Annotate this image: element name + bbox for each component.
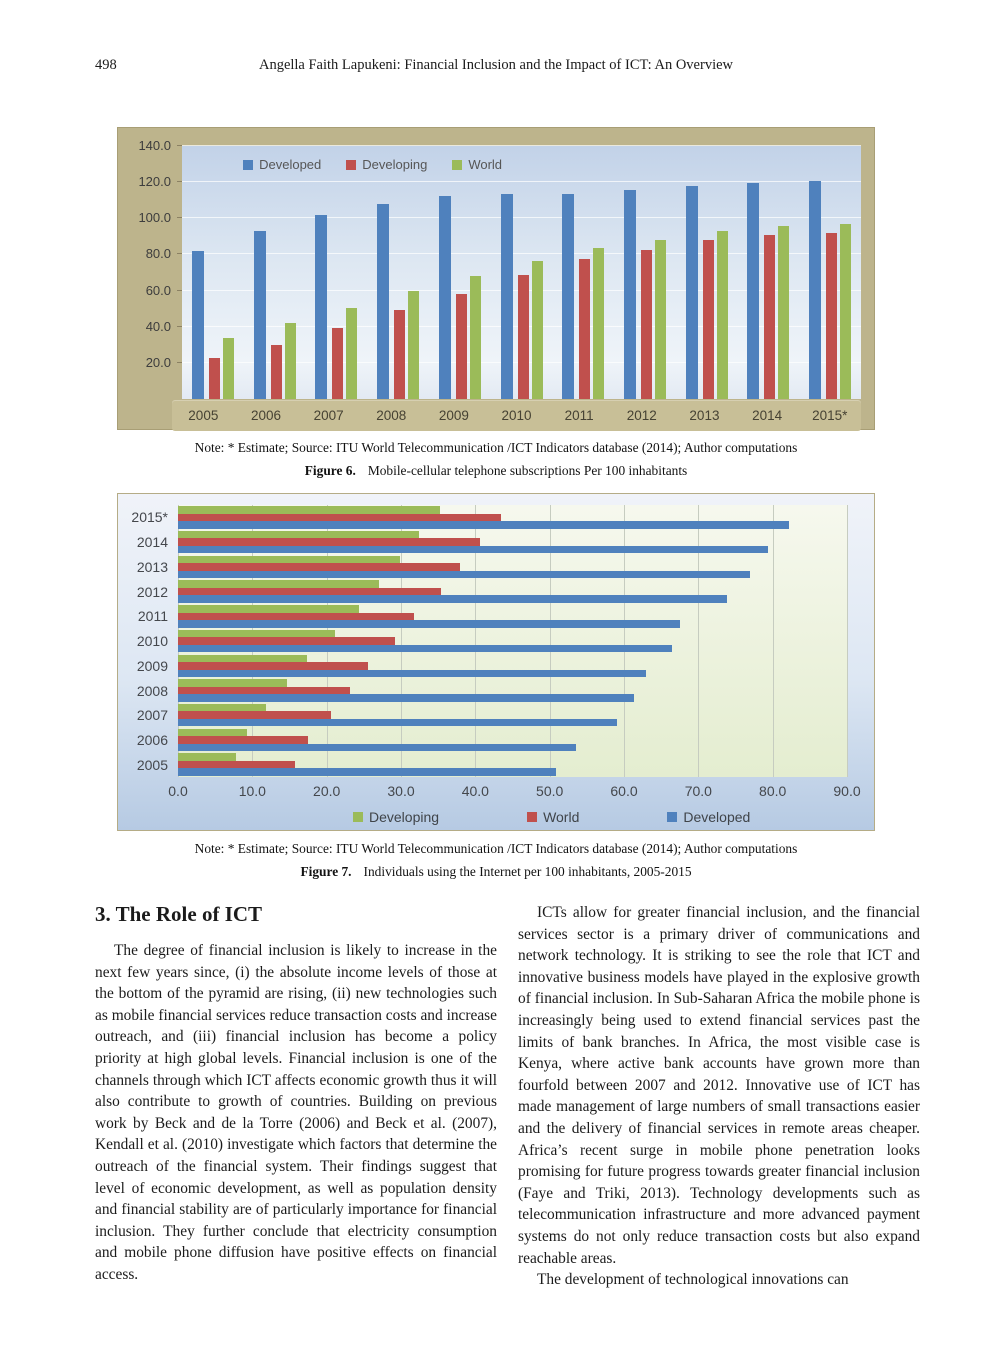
right-column [518,902,920,1291]
bar-developing [271,345,282,399]
x-tick-label: 2005 [188,408,219,423]
x-tick-label: 20.0 [313,783,341,799]
bar-developing [641,250,652,399]
bar-developed [178,645,672,653]
figure7-chart-body [118,505,861,804]
bar-developed [178,694,634,702]
x-tick-label: 80.0 [759,783,787,799]
figure6-caption [0,463,992,479]
bar-developing [178,580,379,588]
page-header [0,0,992,79]
bar-group [799,146,861,399]
bar-developed [178,670,646,678]
figure6-caption-label: Figure 6. [304,463,356,478]
legend-label: Developing [362,157,428,172]
bar-developing [178,753,236,761]
figure7-y-axis [118,505,178,777]
bar-developing [209,358,220,399]
x-tick-label: 30.0 [387,783,415,799]
y-tick-label: 80.0 [145,246,171,262]
bar-developed [809,181,821,399]
bar-developing [178,531,419,539]
bar-developed [178,719,617,727]
bar-world [178,736,308,744]
legend-item [527,809,579,825]
bar-groups [182,146,861,399]
bar-group [178,604,847,629]
bar-developing [178,679,287,687]
bar-world [223,338,234,399]
bar-group [178,554,847,579]
y-tick-label: 20.0 [145,354,171,370]
bar-world [408,291,419,399]
legend-label: World [543,809,580,825]
y-tick-label: 2006 [136,731,168,748]
bar-developed [178,744,576,752]
bar-group [178,678,847,703]
legend-item [243,157,321,172]
y-tick-label: 2011 [137,608,168,625]
bar-group [178,703,847,728]
bar-group [429,146,491,399]
x-tick-label: 2013 [689,408,720,423]
bar-developing [518,275,529,399]
legend-label: Developed [683,809,751,825]
section-heading: 3. The Role of ICT [95,902,263,926]
y-tick-label: 100.0 [138,210,171,226]
bar-world [717,231,728,399]
bar-world [178,761,295,769]
bar-group [305,146,367,399]
legend-label: World [468,157,503,172]
y-tick-label: 2008 [136,682,168,699]
legend-swatch [243,160,253,170]
y-tick-label: 120.0 [138,174,171,190]
x-tick-label: 70.0 [684,783,712,799]
figure7-chart [117,493,875,831]
figure6-main [182,146,861,431]
bar-developing [764,235,775,399]
y-tick-label: 2015* [131,509,168,526]
bar-group [676,146,738,399]
bar-world [470,276,481,399]
figure7-x-axis [168,777,861,804]
legend-label: Developed [259,157,322,172]
bar-group [491,146,553,399]
x-tick-label: 0.0 [168,783,188,799]
bar-world [178,538,480,546]
bar-developed [192,251,204,399]
bar-developed [501,194,513,399]
figure7-legend [118,804,847,830]
figure6-caption-text: Mobile-cellular telephone subscriptions Per 100 inhabitants [367,463,688,478]
bar-world [178,514,501,522]
bar-developed [315,215,327,399]
bar-group [552,146,614,399]
bar-world [778,226,789,399]
bar-developed [178,620,680,628]
left-column [95,902,497,1291]
bar-group [178,653,847,678]
figure6-y-axis [118,138,182,399]
bar-group [178,629,847,654]
y-tick-label: 2014 [136,534,168,551]
bar-developed [377,204,389,399]
y-tick-label: 2012 [136,583,168,600]
figure6-note: Note: * Estimate; Source: ITU World Telecommunication /ICT Indicators database (2014); Author computations [194,440,798,455]
x-tick-label: 40.0 [461,783,489,799]
body-paragraph: ICTs allow for greater financial inclusion, and the financial services sector is a primary driver of communications and network technology. It is striking to see the role that ICT and innovative business models have played in the explosive growth of financial inclusion. In Sub-Saharan Africa the mobile phone is increasingly being used to extend financial services past the limits of bank branches. In Africa, the most visible case is Kenya, where active bank accounts have grown more than fourfold between 2007 and 2012. Innovative use of ICT has made management of large numbers of small transactions easier and the delivery of financial services in remote areas cheaper. Africa’s recent surge in mobile phone penetration looks promising for future progress towards greater financial inclusion (Faye and Triki, 2013). Technology developments such as telecommunication infrastructure and more advanced payment systems do not only reduce transaction costs but also expand reachable areas. [518,904,920,1267]
bar-developing [178,655,307,663]
gridline [847,505,848,777]
bar-developed [178,595,727,603]
bar-world [178,711,331,719]
x-tick-label: 60.0 [610,783,638,799]
page-number: 498 [95,57,117,73]
bar-developing [332,328,343,399]
bar-world [655,240,666,399]
bar-world [178,637,395,645]
bar-developed [562,194,574,399]
figure6-plot [182,146,861,399]
bar-developed [178,571,750,579]
figure6-chart [117,127,875,430]
bar-developed [254,231,266,399]
bar-developed [624,190,636,399]
x-tick-label: 2014 [752,408,783,423]
legend-item [353,809,439,825]
bar-world [840,224,851,399]
legend-item [452,157,502,172]
figure7-plot [178,505,847,777]
legend-swatch [346,160,356,170]
bar-group [178,530,847,555]
body-paragraph: The degree of financial inclusion is likely to increase in the next few years since, (i) the absolute income levels of those at the bottom of the pyramid are rising, (ii) new technologies such as mobile financial services reduce transaction costs and increase outreach, and (iii) financial inclusion has become a policy priority at high global levels. Financial inclusion is one of the channels through which ICT affects economic growth thus it will also contribute to growth of countries. Building on previous work by Beck and de la Torre (2006) and Beck et al. (2007), Kendall et al. (2010) investigate which factors that determine the outreach of the financial system. Their findings suggest that level of economic development, as well as population density and financial stability are of particularly importance for financial inclusion. They further conclude that electricity consumption and mobile phone diffusion have positive effects on financial access. [95,942,497,1283]
legend-swatch [667,812,677,822]
bar-group [367,146,429,399]
bar-developing [178,605,359,613]
x-tick-label: 2012 [626,408,657,423]
bar-world [178,613,414,621]
figure6-x-axis [172,400,861,431]
bar-developing [579,259,590,399]
bar-world [178,662,368,670]
bar-developing [178,630,335,638]
bar-developing [703,240,714,399]
bar-group [244,146,306,399]
legend-swatch [452,160,462,170]
bar-world [532,261,543,399]
running-head-title: Angella Faith Lapukeni: Financial Inclusion and the Impact of ICT: An Overview [258,57,734,73]
bar-developing [456,294,467,399]
legend-item [667,809,750,825]
bar-developed [178,768,556,776]
x-tick-label: 2010 [501,408,532,423]
bar-group [614,146,676,399]
y-tick-label: 60.0 [145,282,171,298]
bar-group [178,505,847,530]
y-tick-label: 2010 [136,633,168,650]
bar-developed [178,546,768,554]
x-tick-label: 2008 [376,408,407,423]
figure7-caption-text: Individuals using the Internet per 100 inhabitants, 2005-2015 [363,864,692,879]
bar-group [182,146,244,399]
bar-world [178,563,460,571]
bar-developing [178,729,247,737]
bar-world [285,323,296,399]
y-tick-label: 2009 [136,657,168,674]
bar-developed [686,186,698,399]
bar-developing [178,506,440,514]
two-column-text [95,902,920,1291]
bar-world [346,308,357,399]
bar-group [178,752,847,777]
figure7-bar-rows [178,505,847,777]
bar-group [178,728,847,753]
bar-developed [747,183,759,399]
bar-world [593,248,604,399]
x-tick-label: 2006 [250,408,281,423]
figure6-chart-body [118,138,861,431]
figure7-caption [0,864,992,880]
legend-label: Developing [369,809,440,825]
y-tick-label: 2007 [136,707,168,724]
legend-swatch [353,812,363,822]
y-tick-label: 40.0 [145,318,171,334]
figure7-main [168,505,861,804]
figure6-legend [243,157,502,172]
figure7-caption-label: Figure 7. [300,864,352,879]
x-tick-label: 2011 [564,408,594,423]
x-tick-label: 50.0 [536,783,564,799]
y-tick-label: 2005 [136,756,168,773]
y-tick-label: 140.0 [138,138,171,153]
legend-item [346,157,427,172]
legend-swatch [527,812,537,822]
bar-world [178,588,441,596]
x-tick-label: 90.0 [833,783,861,799]
bar-developing [178,704,266,712]
x-tick-label: 2007 [313,408,344,423]
figure7-note: Note: * Estimate; Source: ITU World Telecommunication /ICT Indicators database (2014); Author computations [194,841,798,856]
y-tick-label: 2013 [136,558,168,575]
bar-developed [439,196,451,399]
bar-world [178,687,350,695]
body-paragraph: The development of technological innovations can [537,1271,849,1289]
bar-group [738,146,800,399]
bar-group [178,579,847,604]
x-tick-label: 2009 [438,408,469,423]
bar-developing [394,310,405,399]
bar-developing [178,556,400,564]
x-tick-label: 10.0 [238,783,266,799]
bar-developed [178,521,789,529]
bar-developing [826,233,837,399]
x-tick-label: 2015* [812,408,848,423]
